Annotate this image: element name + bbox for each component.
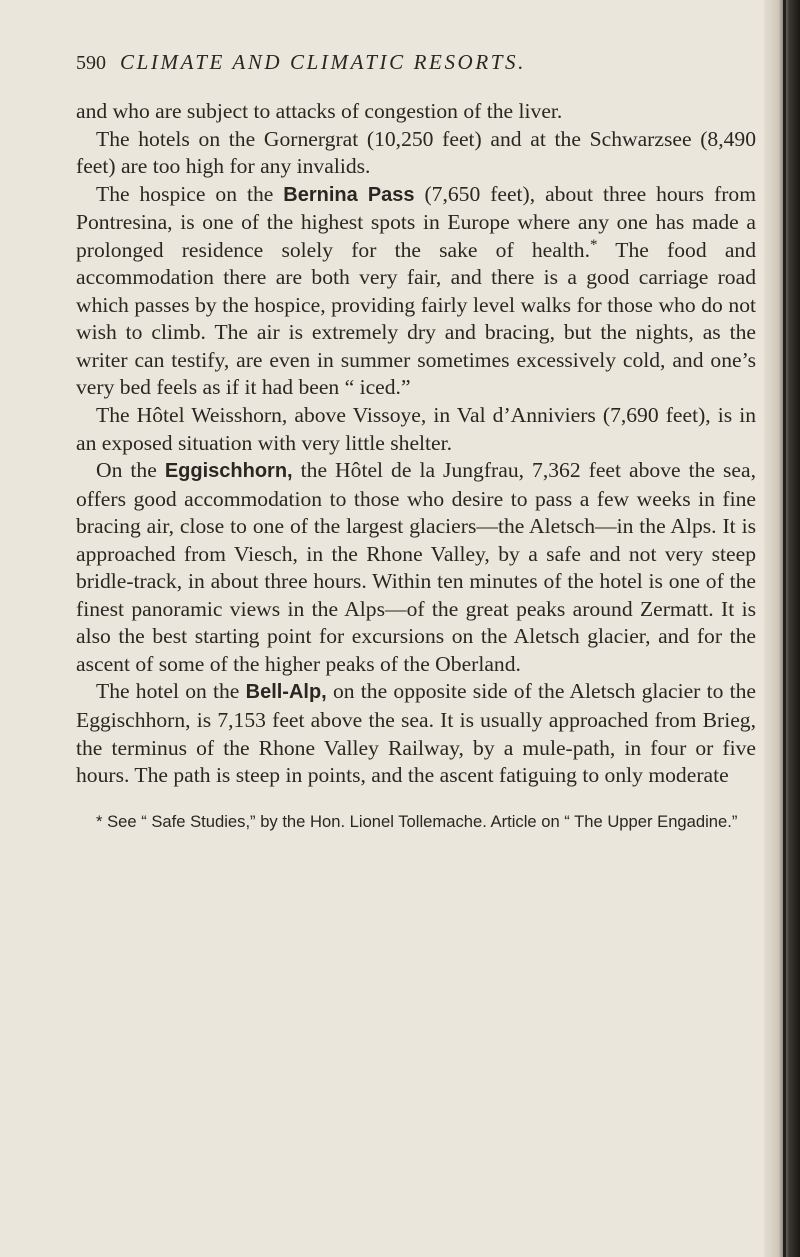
paragraph-text: On the	[96, 458, 165, 483]
page-number: 590	[76, 52, 106, 74]
footnote-text: See “ Safe Studies,” by the Hon. Lionel Tollemache. Article on “ The Upper Engadine.”	[102, 811, 738, 831]
running-title: CLIMATE AND CLIMATIC RESORTS.	[120, 50, 526, 74]
paragraph-text: The hotel on the	[96, 679, 246, 704]
paragraph-bell-alp	[76, 678, 756, 789]
footnote-reference: *	[590, 236, 598, 253]
paragraph-gornergrat: The hotels on the Gornergrat (10,250 feet) and at the Schwarzsee (8,490 feet) are too high for any invalids.	[76, 126, 756, 179]
place-name-bernina-pass: Bernina Pass	[283, 183, 415, 206]
paragraph-text: The hospice on the	[96, 181, 284, 206]
page-binding-edge	[764, 0, 800, 1257]
paragraph-bernina	[76, 181, 756, 402]
book-page	[76, 50, 756, 834]
running-head	[76, 50, 756, 80]
footnote-mark: *	[96, 811, 103, 831]
place-name-eggischhorn: Eggischhorn,	[164, 460, 293, 483]
page-binding-shadow	[783, 0, 786, 1257]
place-name-bell-alp: Bell-Alp,	[245, 681, 327, 704]
footnote	[76, 810, 756, 834]
body-text	[76, 98, 756, 790]
paragraph-text: the Hôtel de la Jungfrau, 7,362 feet above the sea, offers good accommodation to those who desire to pass a few weeks in fine bracing air, close to one of the largest glaciers—the Aletsch—in the Alps. It is approached from Viesch, in the Rhone Valley, by a safe and not very steep bridle-track, in about three hours. Within ten minutes of the hotel is one of the finest panoramic views in the Alps—of the great peaks around Zermatt. It is also the best starting point for excursions on the Aletsch glacier, and for the ascent of some of the higher peaks of the Oberland.	[76, 458, 756, 676]
footnote-line	[76, 810, 756, 834]
paragraph-text: on the opposite side of the Aletsch glacier to the Eggischhorn, is 7,153 feet above the sea. It is usually approached from Brieg, the terminus of the Rhone Valley Railway, by a mule-path, in four or five hours. The path is steep in points, and the ascent fatiguing to only moderate	[76, 679, 756, 788]
paragraph-continuation: and who are subject to attacks of congestion of the liver.	[76, 99, 563, 123]
paragraph-text: (7,650 feet), about three hours from Pontresina, is one of the highest spots in Europe where any one has made a prolonged residence solely for the sake of health.	[76, 181, 756, 262]
paragraph-text: The food and accommodation there are both very fair, and there is a good carriage road which passes by the hospice, providing fairly level walks for those who do not wish to climb. The air is extremely dry and bracing, but the nights, as the writer can testify, are even in summer sometimes excessively cold, and one’s very bed feels as if it had been “ iced.”	[76, 237, 757, 400]
paragraph-weisshorn: The Hôtel Weisshorn, above Vissoye, in Val d’Anniviers (7,690 feet), is in an exposed situation with very little shelter.	[76, 403, 756, 455]
paragraph-eggischhorn	[76, 457, 756, 678]
